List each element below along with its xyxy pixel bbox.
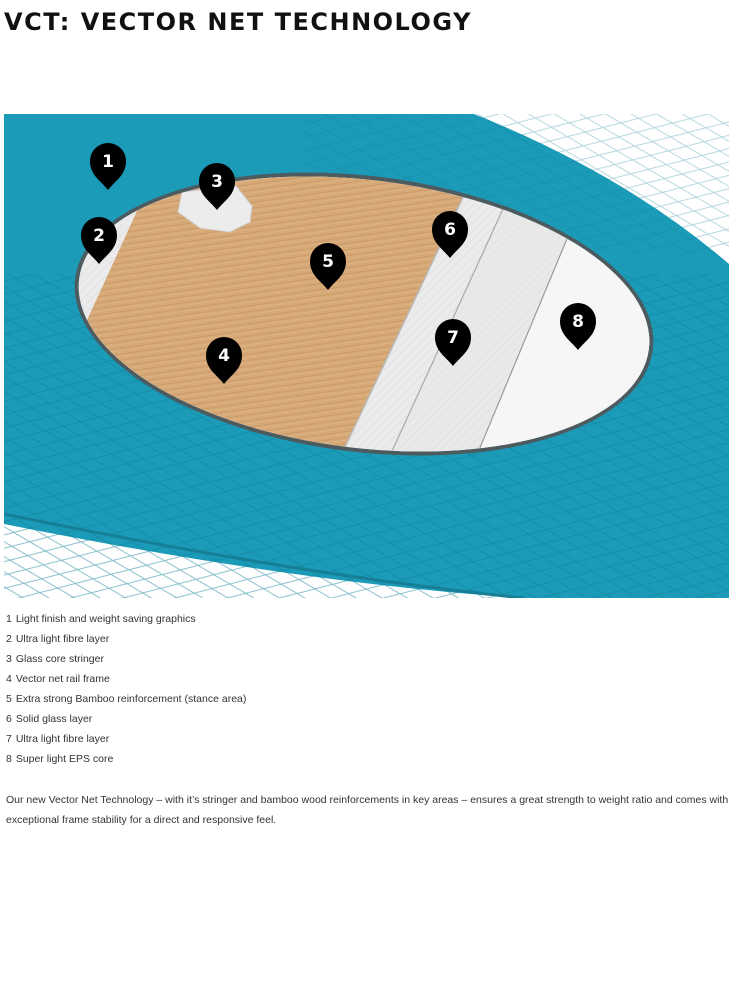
svg-text:4: 4 [218,346,230,366]
svg-text:8: 8 [572,312,584,332]
svg-text:7: 7 [447,328,459,348]
legend-item: 2 Ultra light fibre layer [6,633,110,645]
legend-item: 4 Vector net rail frame [6,673,110,685]
technology-description: Our new Vector Net Technology – with it’s stringer and bamboo wood reinforcements in key areas – ensures a great strength to weight ratio and comes with exceptional frame stability for a direct and responsive feel. [6,794,729,826]
legend-item: 1 Light finish and weight saving graphics [6,613,196,625]
component-legend [6,611,246,771]
svg-text:1: 1 [102,152,114,172]
page-title: VCT: VECTOR NET TECHNOLOGY [4,8,472,36]
legend-item: 3 Glass core stringer [6,653,104,665]
legend-item: 7 Ultra light fibre layer [6,733,110,745]
svg-text:2: 2 [93,226,105,246]
svg-text:5: 5 [322,252,334,272]
board-construction-diagram [4,114,729,598]
legend-item: 8 Super light EPS core [6,753,114,765]
svg-text:6: 6 [444,220,456,240]
legend-item: 5 Extra strong Bamboo reinforcement (stance area) [6,693,247,705]
legend-item: 6 Solid glass layer [6,713,93,725]
board-cutaway-illustration [4,114,729,598]
svg-text:3: 3 [211,172,223,192]
